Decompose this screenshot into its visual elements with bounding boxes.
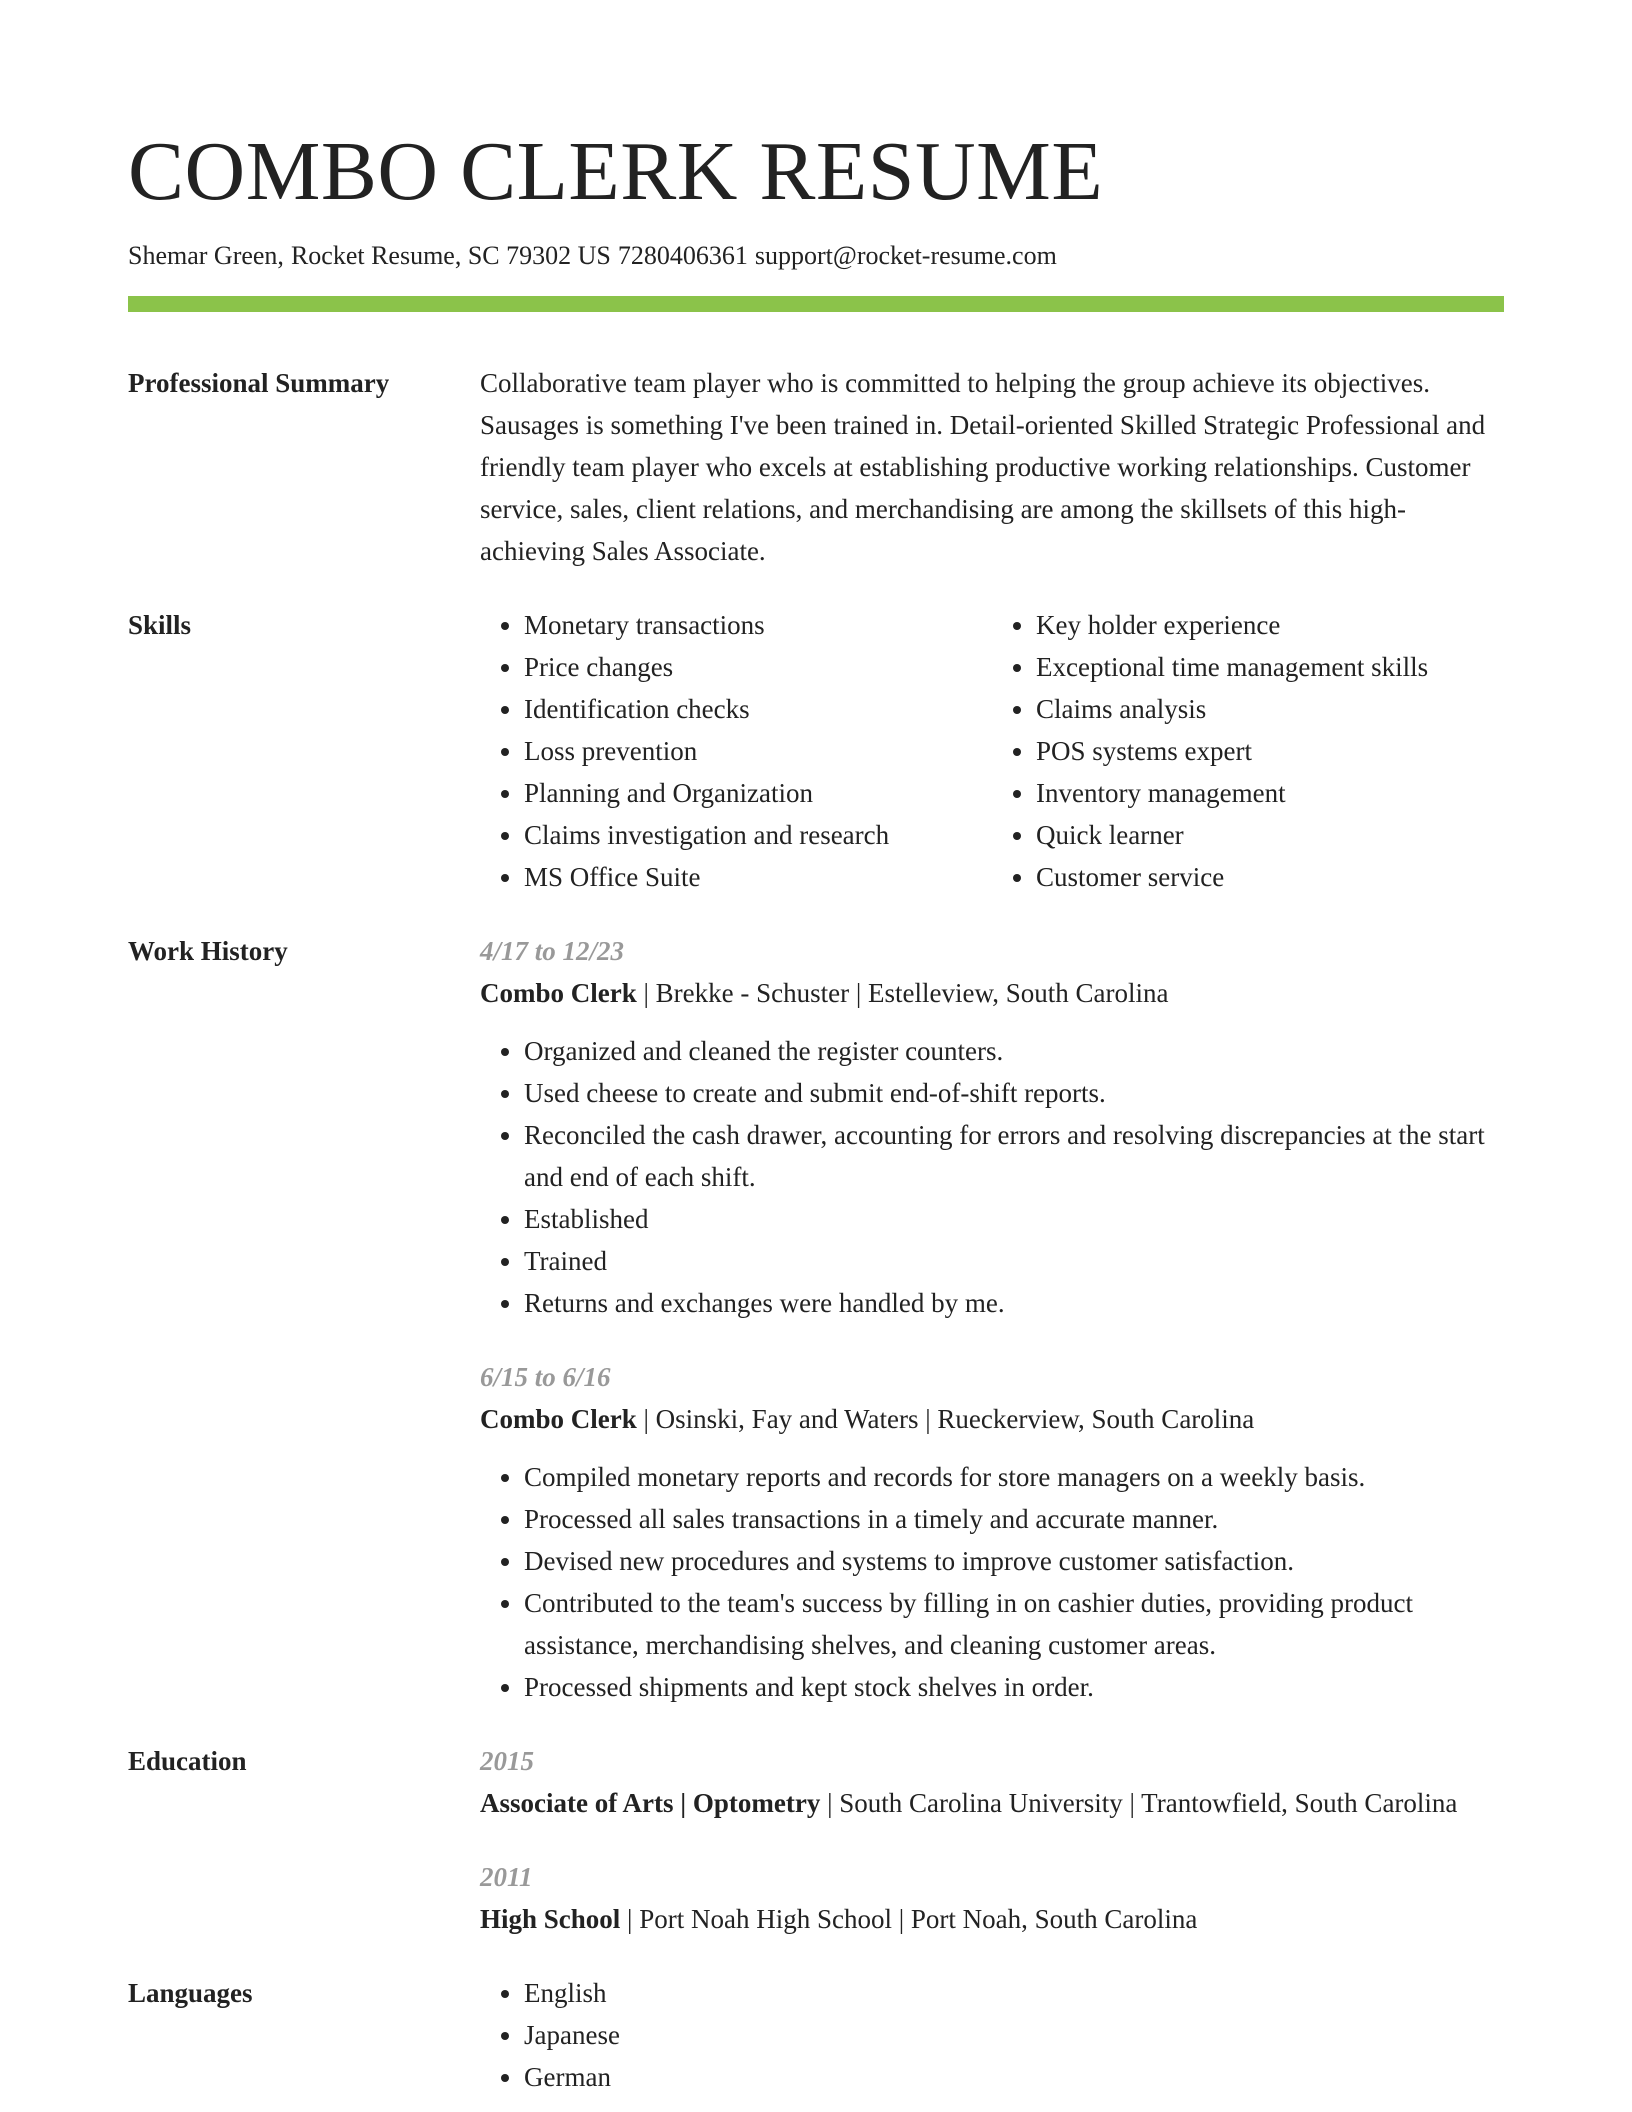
skills-columns <box>480 604 1504 898</box>
skill-item: • Price changes <box>524 646 992 688</box>
job-bullet: • Returns and exchanges were handled by me. <box>524 1282 1504 1324</box>
job-dates: 6/15 to 6/16 <box>480 1362 611 1392</box>
header-divider <box>128 296 1504 312</box>
contact-email[interactable]: support@rocket-resume.com <box>754 241 1057 270</box>
work-history-body <box>480 930 1504 1708</box>
job-details: | Brekke - Schuster | Estelleview, South Carolina <box>636 978 1169 1008</box>
education-year: 2011 <box>480 1862 533 1892</box>
education-heading <box>480 1898 1504 1940</box>
job-bullets <box>480 1456 1504 1708</box>
job-bullet: • Reconciled the cash drawer, accounting for errors and resolving discrepancies at the start and end of each shift. <box>524 1114 1504 1198</box>
job-heading <box>480 972 1504 1014</box>
contact-location: Rocket Resume, SC 79302 US <box>290 241 611 270</box>
work-history-section <box>128 930 1504 1708</box>
contact-line <box>128 236 1504 276</box>
job-bullet: • Contributed to the team's success by filling in on cashier duties, providing product assistance, merchandising shelves, and cleaning customer areas. <box>524 1582 1504 1666</box>
job-entry <box>480 930 1504 1324</box>
resume-title: COMBO CLERK RESUME <box>128 125 1104 218</box>
job-bullet: • Used cheese to create and submit end-of-shift reports. <box>524 1072 1504 1114</box>
education-entry <box>480 1856 1504 1940</box>
skills-section <box>128 604 1504 898</box>
education-degree: High School <box>480 1904 621 1934</box>
skill-item: • Customer service <box>1036 856 1504 898</box>
education-details: | Port Noah High School | Port Noah, South Carolina <box>620 1904 1198 1934</box>
education-year: 2015 <box>480 1746 534 1776</box>
languages-body <box>480 1972 1504 2098</box>
job-title: Combo Clerk <box>480 978 637 1008</box>
skills-list-right <box>992 604 1504 898</box>
job-bullet: • Organized and cleaned the register counters. <box>524 1030 1504 1072</box>
skill-item: • Monetary transactions <box>524 604 992 646</box>
job-bullet: • Devised new procedures and systems to improve customer satisfaction. <box>524 1540 1504 1582</box>
languages-list <box>480 1972 1504 2098</box>
job-entry <box>480 1356 1504 1708</box>
skills-list-left <box>480 604 992 898</box>
job-title: Combo Clerk <box>480 1404 637 1434</box>
education-section <box>128 1740 1504 1940</box>
skill-item: • Loss prevention <box>524 730 992 772</box>
job-bullet: • Processed all sales transactions in a timely and accurate manner. <box>524 1498 1504 1540</box>
summary-section <box>128 362 1504 572</box>
job-bullets <box>480 1030 1504 1324</box>
skill-item: • Identification checks <box>524 688 992 730</box>
skill-item: • Claims investigation and research <box>524 814 992 856</box>
section-label: Skills <box>128 610 192 640</box>
section-label: Professional Summary <box>128 368 390 398</box>
education-details: | South Carolina University | Trantowfield, South Carolina <box>820 1788 1458 1818</box>
section-label: Languages <box>128 1978 253 2008</box>
language-item: • English <box>524 1972 1504 2014</box>
skill-item: • MS Office Suite <box>524 856 992 898</box>
education-entry <box>480 1740 1504 1824</box>
education-degree: Associate of Arts | Optometry <box>480 1788 821 1818</box>
education-heading <box>480 1782 1504 1824</box>
skill-item: • Key holder experience <box>1036 604 1504 646</box>
job-bullet: • Trained <box>524 1240 1504 1282</box>
skill-item: • POS systems expert <box>1036 730 1504 772</box>
skill-item: • Inventory management <box>1036 772 1504 814</box>
job-heading <box>480 1398 1504 1440</box>
language-item: • Japanese <box>524 2014 1504 2056</box>
job-bullet: • Established <box>524 1198 1504 1240</box>
skill-item: • Exceptional time management skills <box>1036 646 1504 688</box>
job-bullet: • Compiled monetary reports and records for store managers on a weekly basis. <box>524 1456 1504 1498</box>
skill-item: • Claims analysis <box>1036 688 1504 730</box>
education-body <box>480 1740 1504 1940</box>
contact-name: Shemar Green, <box>128 241 284 270</box>
job-dates: 4/17 to 12/23 <box>480 936 625 966</box>
job-details: | Osinski, Fay and Waters | Rueckerview, South Carolina <box>636 1404 1255 1434</box>
contact-phone: 7280406361 <box>617 241 748 270</box>
summary-text: Collaborative team player who is committed to helping the group achieve its objectives. Sausages is something I've been trained in. Detail-oriented Skilled Strategic Professional and friendly team player who excels at establishing productive working relationships. Customer service, sales, client relations, and merchandising are among the skillsets of this high-achieving Sales Associate. <box>480 368 1486 566</box>
job-bullet: • Processed shipments and kept stock shelves in order. <box>524 1666 1504 1708</box>
languages-section <box>128 1972 1504 2098</box>
resume-page <box>128 112 1504 2098</box>
language-item: • German <box>524 2056 1504 2098</box>
skill-item: • Planning and Organization <box>524 772 992 814</box>
section-label: Work History <box>128 936 288 966</box>
section-label: Education <box>128 1746 247 1776</box>
skill-item: • Quick learner <box>1036 814 1504 856</box>
